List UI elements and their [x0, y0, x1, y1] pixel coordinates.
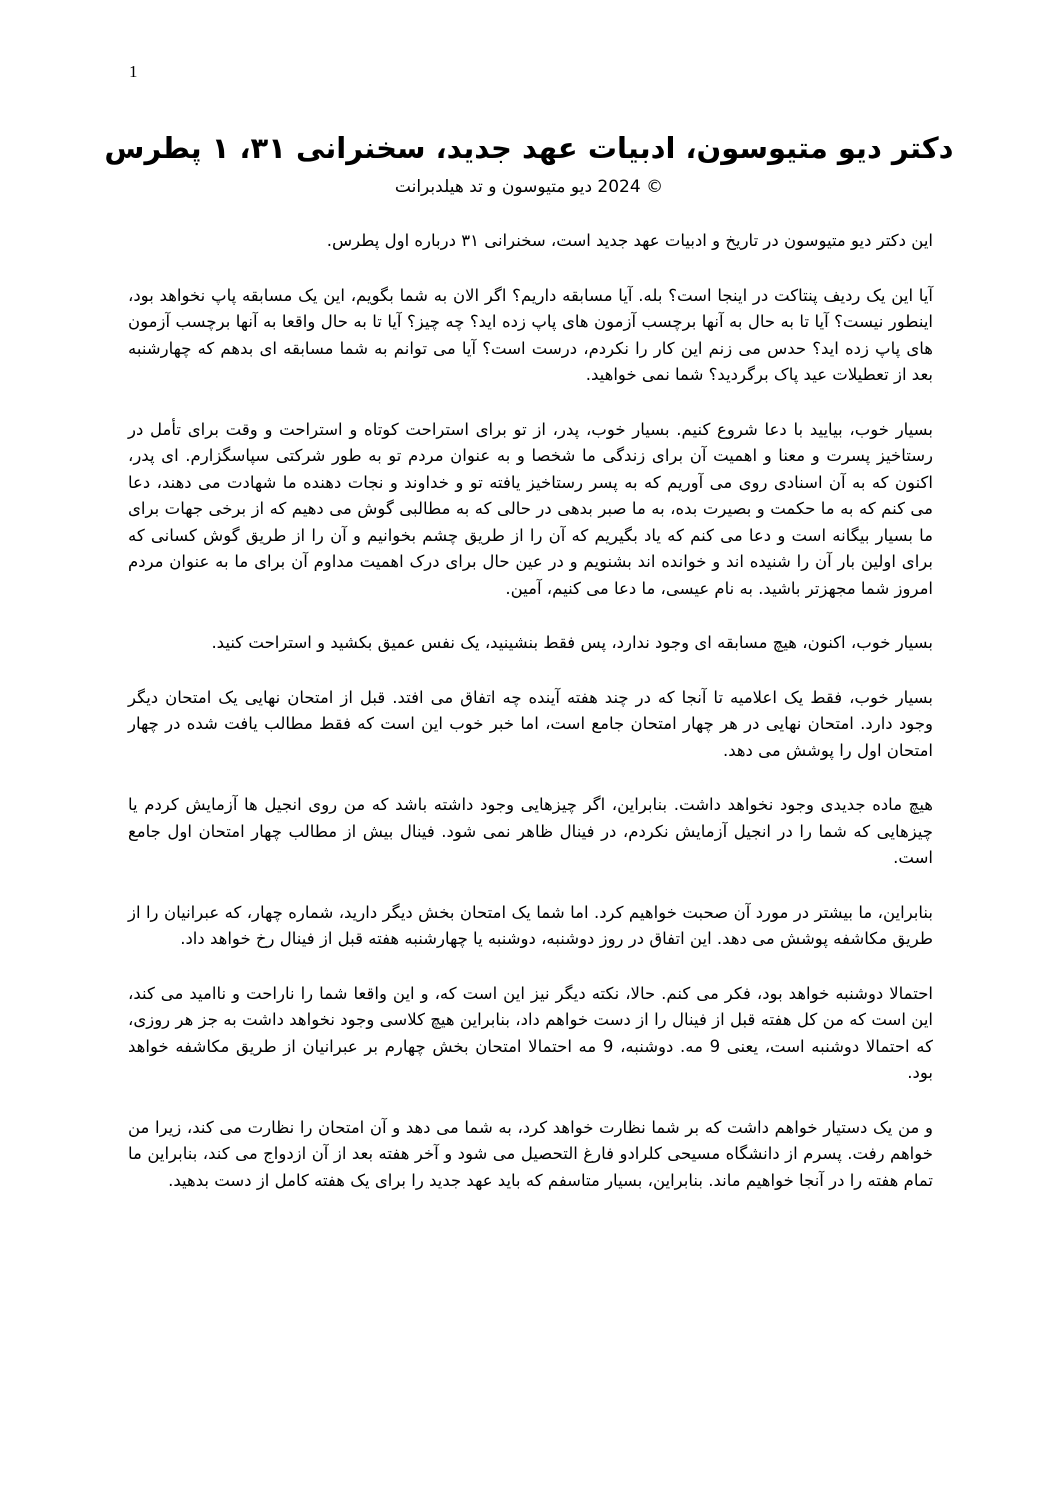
page-number: 1: [129, 62, 138, 81]
paragraph: آیا این یک ردیف پنتاکت در اینجا است؟ بله. آیا مسابقه داریم؟ اگر الان به شما بگویم، این یک مسابقه پاپ نخواهد بود، اینطور نیست؟ آیا تا به حال به آنها برچسب آزمون های پاپ زده اید؟ چه چیز؟ آیا تا به حال واقعا به آنها برچسب آزمون های پاپ زده اید؟ حدس می زنم این کار را نکردم، درست است؟ آیا می توانم به شما مسابقه ای بدهم که چهارشنبه بعد از تعطیلات عید پاک برگردید؟ شما نمی خواهید.: [128, 285, 933, 384]
paragraph-prayer: بسیار خوب، بیایید با دعا شروع کنیم. بسیار خوب، پدر، از تو برای استراحت کوتاه و استراحت و وقت برای تأمل در رستاخیز پسرت و معنا و اهمیت آن برای زندگی ما شخصا و به عنوان مردم تو به طور شرکتی سپاسگزارم. ای پدر، اکنون که به آن اسنادی روی می آوریم که به پسر رستاخیز یافته تو و خداوند و نجات دهنده ما شهادت می دهند، دعا می کنم که به ما حکمت و بصیرت بده، به ما صبر بدهی در حالی که به مطالبی گوش می دهیم که از برخی جهات برای ما بسیار بیگانه است و دعا می کنم که یاد بگیریم که آن را از طریق چشم بخوانیم و آن را از طریق گوش کسانی که برای اولین بار آن را شنیده اند و خوانده اند بشنویم و در عین حال برای درک اهمیت مداوم آن برای ما به عنوان مردم امروز شما مجهزتر باشید. به نام عیسی، ما دعا می کنیم، آمین.: [128, 419, 933, 598]
copyright-line: © 2024 دیو متیوسون و تد هیلدبرانت: [394, 177, 664, 197]
paragraph: و من یک دستیار خواهم داشت که بر شما نظارت خواهد کرد، به شما می دهد و آن امتحان را نظارت می کند، زیرا من خواهم رفت. پسرم از دانشگاه مسیحی کلرادو فارغ التحصیل می شود و آخر هفته بعد از آن ازدواج می کند، بنابراین ما تمام هفته را در آنجا خواهیم ماند. بنابراین، بسیار متاسفم که باید عهد جدید را برای یک هفته کامل از دست بدهید.: [128, 1117, 933, 1190]
document-body: [128, 228, 933, 1222]
paragraph: احتمالا دوشنبه خواهد بود، فکر می کنم. حالا، نکته دیگر نیز این است که، و این واقعا شما را ناراحت و ناامید می کند، این است که من کل هفته قبل از فینال را از دست خواهم داد، بنابراین هیچ کلاسی وجود نخواهد داشت به جز هر روزی، که احتمالا دوشنبه است، یعنی 9 مه. دوشنبه، 9 مه احتمالا امتحان بخش چهارم بر عبرانیان از طریق مکاشفه خواهد بود.: [128, 983, 933, 1082]
document-title: دکتر دیو متیوسون، ادبیات عهد جدید، سخنرانی ۳۱، ۱ پطرس: [104, 131, 954, 165]
paragraph: هیچ ماده جدیدی وجود نخواهد داشت. بنابراین، اگر چیزهایی وجود داشته باشد که من روی انجیل ها آزمایش کردم یا چیزهایی که شما را در انجیل آزمایش نکردم، در فینال ظاهر نمی شود. فینال بیش از مطالب چهار امتحان اول جامع است.: [128, 795, 933, 867]
paragraph-intro: این دکتر دیو متیوسون در تاریخ و ادبیات عهد جدید است، سخنرانی ۳۱ درباره اول پطرس.: [326, 231, 933, 250]
paragraph: بسیار خوب، اکنون، هیچ مسابقه ای وجود ندارد، پس فقط بنشینید، یک نفس عمیق بکشید و استراحت کنید.: [211, 633, 933, 652]
paragraph: بسیار خوب، فقط یک اعلامیه تا آنجا که در چند هفته آینده چه اتفاق می افتد. قبل از امتحان نهایی یک امتحان دیگر وجود دارد. امتحان نهایی در هر چهار امتحان جامع است، اما خبر خوب این است که فقط مطالب یافت شده در چهار امتحان اول را پوشش می دهد.: [128, 687, 933, 760]
paragraph: بنابراین، ما بیشتر در مورد آن صحبت خواهیم کرد. اما شما یک امتحان بخش دیگر دارید، شماره چهار، که عبرانیان را از طریق مکاشفه پوشش می دهد. این اتفاق در روز دوشنبه، دوشنبه یا چهارشنبه هفته قبل از فینال رخ خواهد داد.: [128, 902, 933, 948]
